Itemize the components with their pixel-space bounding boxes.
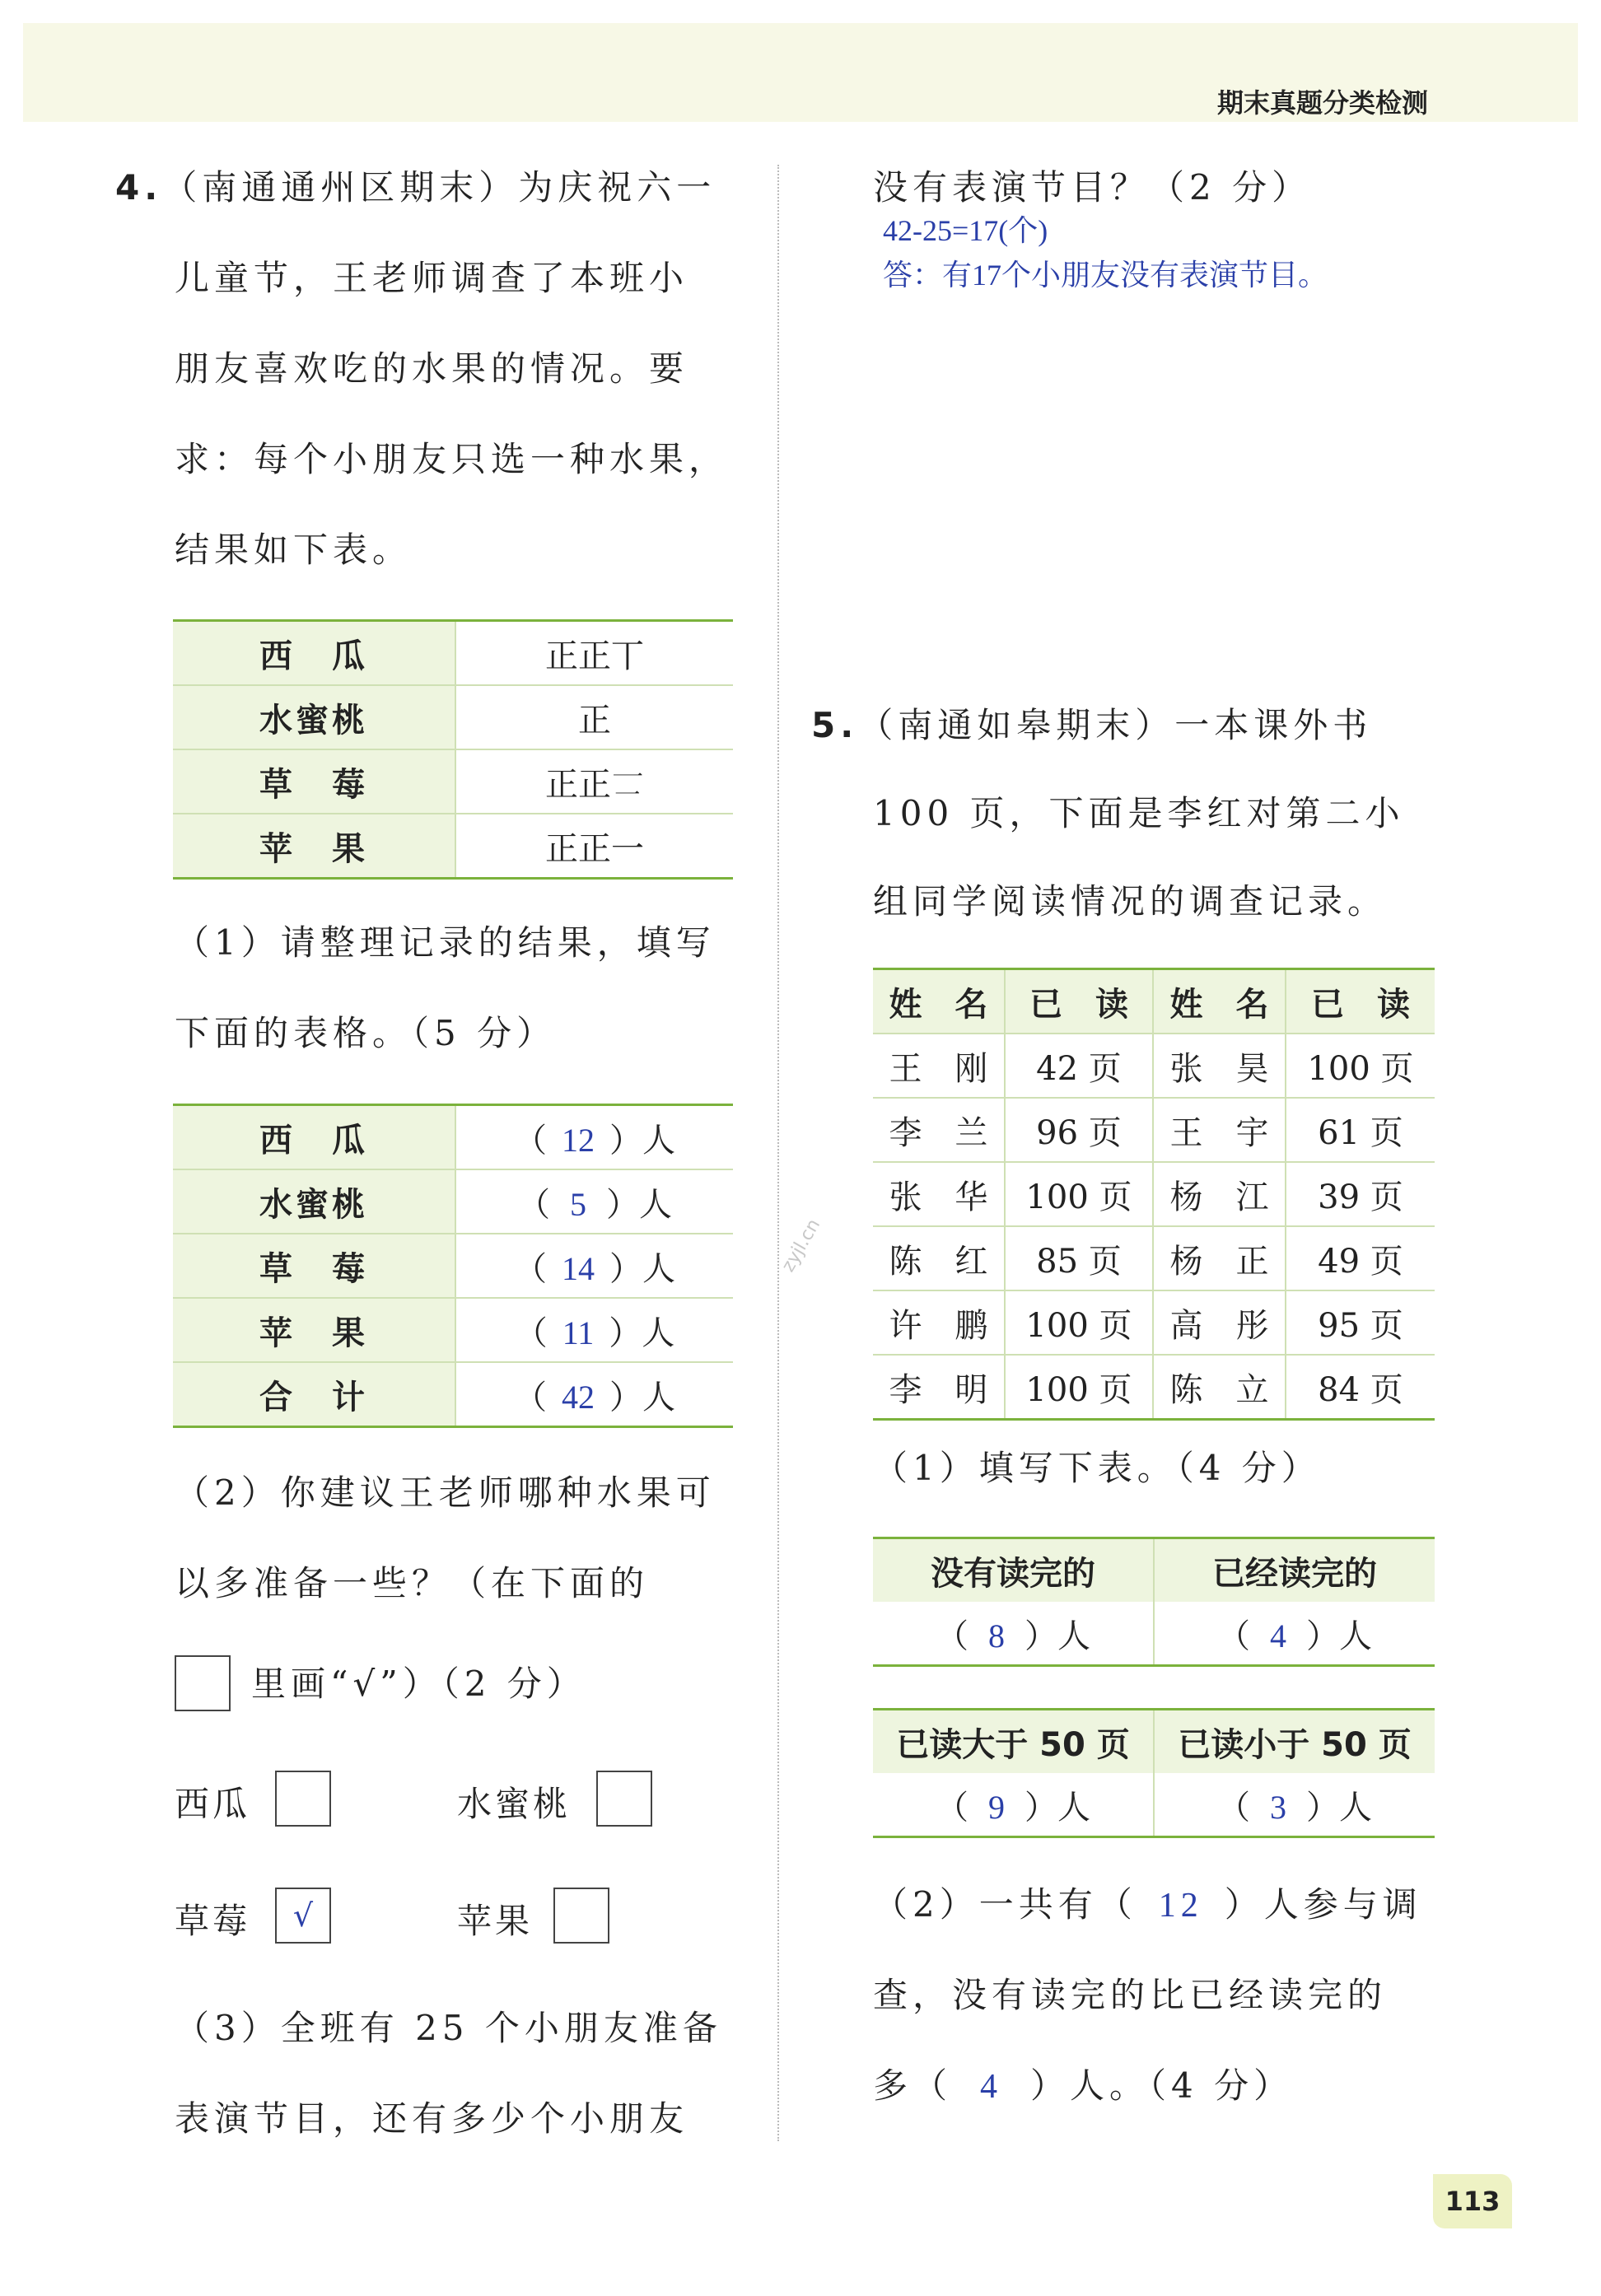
header-title: 期末真题分类检测: [1216, 87, 1428, 119]
table-row: 许 鹏 100 页 高 彤 95 页: [873, 1290, 1435, 1355]
q5-part1-label: （1）填写下表。（4 分）: [873, 1448, 1321, 1488]
answer-value: 12: [1158, 1887, 1203, 1925]
q4-answer-calc: 42-25=17(个): [883, 214, 1048, 247]
option-checkbox-peach[interactable]: [596, 1771, 652, 1827]
option-checkbox-watermelon[interactable]: [275, 1771, 331, 1827]
q5-intro-line-1: 5.（南通如皋期末）一本课外书: [811, 705, 1373, 745]
q4-part2-line-1: （2）你建议王老师哪种水果可: [175, 1472, 716, 1513]
table-row: 草 莓 正正𠄟: [173, 749, 733, 814]
q4-intro-line-1: 4.（南通通州区期末）为庆祝六一: [115, 167, 716, 208]
table-header-row: 姓 名 已 读 姓 名 已 读: [873, 969, 1435, 1034]
table-row: 水蜜桃 正: [173, 685, 733, 749]
q5-intro-line-2: 100 页，下面是李红对第二小: [873, 793, 1405, 833]
watermark: zyjl.cn: [777, 1216, 825, 1276]
q5-intro-line-3: 组同学阅读情况的调查记录。: [873, 881, 1388, 922]
option-label-apple: 苹果: [457, 1901, 534, 1941]
option-checkbox-strawberry[interactable]: √: [275, 1888, 331, 1944]
q4-intro-line-4: 求：每个小朋友只选一种水果，: [175, 439, 729, 479]
q4-number: 4.: [115, 167, 163, 208]
table-row: 西 瓜 正正丅: [173, 621, 733, 686]
q4-part1-line-1: （1）请整理记录的结果，填写: [175, 922, 716, 963]
table-row: （ 8 ）人 （ 4 ）人: [873, 1602, 1435, 1666]
q5-part2-line-3: 多（ 4 ）人。（4 分）: [873, 2065, 1294, 2106]
tally-table: [173, 619, 733, 880]
option-label-watermelon: 西瓜: [175, 1784, 251, 1824]
column-divider: [777, 165, 779, 2141]
table-row: 王 刚 42 页 张 昊 100 页: [873, 1034, 1435, 1098]
q4-answer-text: 答：有17个小朋友没有表演节目。: [883, 259, 1328, 292]
answer-value: 12: [562, 1121, 595, 1159]
q5-number: 5.: [811, 705, 859, 745]
option-label-peach: 水蜜桃: [457, 1784, 572, 1824]
table-row: 苹 果 正正一: [173, 814, 733, 879]
answer-value: 5: [570, 1185, 586, 1223]
q4-intro-line-5: 结果如下表。: [175, 530, 413, 570]
answer-value: 14: [562, 1249, 595, 1287]
answer-value: 42: [562, 1378, 595, 1416]
q4-part2-line-2: 以多准备一些？（在下面的: [175, 1563, 650, 1603]
answer-value: 3: [1270, 1788, 1286, 1826]
answer-value: 9: [988, 1788, 1005, 1826]
table-row: 李 明 100 页 陈 立 84 页: [873, 1355, 1435, 1420]
fruit-count-table: [173, 1104, 733, 1428]
q4-intro-line-2: 儿童节，王老师调查了本班小: [175, 258, 689, 298]
table-row: 李 兰 96 页 王 宇 61 页: [873, 1098, 1435, 1162]
table-header-row: 已读大于 50 页 已读小于 50 页: [873, 1710, 1435, 1774]
table-row: 合 计 （ 42 ）人: [173, 1362, 733, 1427]
table-header-row: 没有读完的 已经读完的: [873, 1538, 1435, 1603]
table-row: 苹 果 （ 11 ）人: [173, 1298, 733, 1362]
table-row: 草 莓 （ 14 ）人: [173, 1234, 733, 1298]
q5-part2-line-2: 查，没有读完的比已经读完的: [873, 1975, 1388, 2015]
pages-read-table: [873, 1708, 1435, 1838]
table-row: 水蜜桃 （ 5 ）人: [173, 1169, 733, 1234]
q4-part1-line-2: 下面的表格。（5 分）: [175, 1013, 557, 1053]
q4-intro-line-3: 朋友喜欢吃的水果的情况。要: [175, 348, 689, 389]
page-number: 113: [1433, 2174, 1512, 2228]
table-row: 陈 红 85 页 杨 正 49 页: [873, 1226, 1435, 1290]
table-row: 西 瓜 （ 12 ）人: [173, 1105, 733, 1170]
example-checkbox: [175, 1655, 231, 1711]
table-row: （ 9 ）人 （ 3 ）人: [873, 1773, 1435, 1837]
answer-value: 11: [562, 1314, 595, 1351]
q5-part2-line-1: （2）一共有（ 12 ）人参与调: [873, 1884, 1422, 1925]
answer-value: 8: [988, 1617, 1005, 1654]
q4-part3-line-3: 没有表演节目？（2 分）: [873, 167, 1312, 208]
answer-value: 4: [980, 2068, 1003, 2106]
answer-value: 4: [1270, 1617, 1286, 1654]
option-checkbox-apple[interactable]: [553, 1888, 609, 1944]
q4-part3-line-1: （3）全班有 25 个小朋友准备: [175, 2008, 722, 2048]
q4-part2-line-3: 里画“√”）（2 分）: [251, 1664, 586, 1704]
table-row: 张 华 100 页 杨 江 39 页: [873, 1162, 1435, 1226]
option-label-strawberry: 草莓: [175, 1901, 251, 1941]
read-status-table: [873, 1537, 1435, 1667]
q4-part3-line-2: 表演节目，还有多少个小朋友: [175, 2098, 689, 2139]
reading-record-table: [873, 968, 1435, 1421]
